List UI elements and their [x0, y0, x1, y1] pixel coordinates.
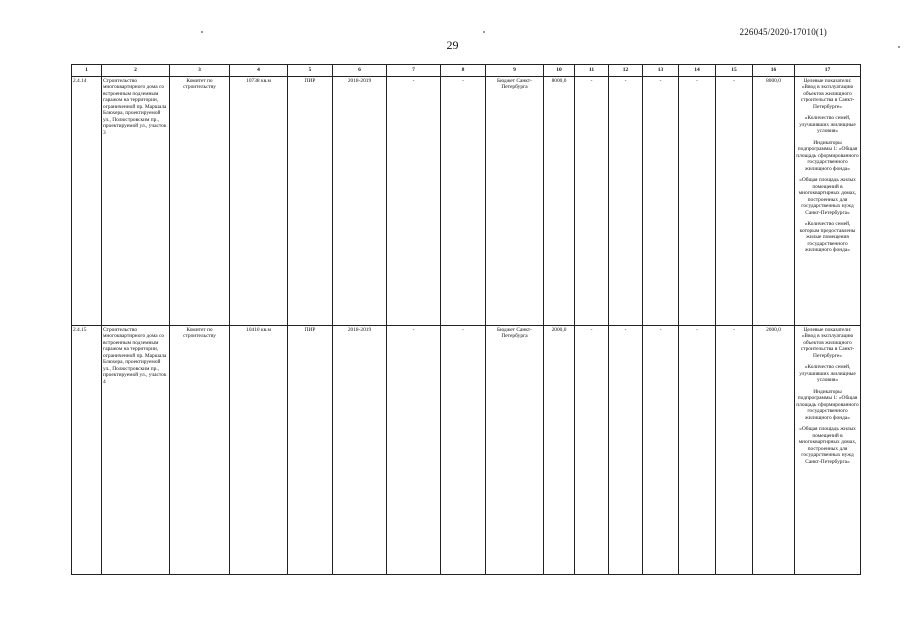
object-name: Строительство многоквартирного дома со встроенным подземным гаражом на территории, ограниченной пр. Маршала Блюхера, проектируемой ул., Полюстровским пр., проектируемой ул., участок 4 [102, 326, 170, 575]
column-header: 6 [333, 65, 387, 77]
cell-15: - [716, 77, 753, 326]
column-header: 14 [679, 65, 716, 77]
column-header: 10 [544, 65, 575, 77]
column-header: 9 [486, 65, 544, 77]
cell-15: - [716, 326, 753, 575]
item-number: 2.4.14 [72, 77, 102, 326]
column-header: 13 [643, 65, 679, 77]
capacity: 10410 кв.м [230, 326, 288, 575]
cell-7: - [387, 326, 441, 575]
indicator-text: «Общая площадь жилых помещений в многоквартирных домах, построенных для государственных нужд Санкт-Петербурга» [798, 177, 857, 216]
page-number: 29 [446, 38, 459, 52]
column-header: 16 [753, 65, 795, 77]
executor: Комитет по строительству [170, 77, 230, 326]
cell-12: - [609, 326, 643, 575]
cell-8: - [441, 326, 486, 575]
column-number-row [72, 65, 861, 77]
indicators-cell [795, 77, 861, 326]
cell-8: - [441, 77, 486, 326]
table-row [72, 326, 861, 575]
column-header: 17 [795, 65, 861, 77]
column-header: 15 [716, 65, 753, 77]
cell-14: - [679, 77, 716, 326]
indicator-text: Целевые показатели: «Ввод в эксплуатацию объектов жилищного строительства в Санкт-Петербурге» [800, 327, 855, 359]
indicator-text: Индикаторы подпрограммы 1: «Общая площадь сформированного государственного жилищного фонда» [796, 388, 859, 421]
stage: ПИР [288, 77, 333, 326]
cell-14: - [679, 326, 716, 575]
capacity: 10738 кв.м [230, 77, 288, 326]
scan-speck [201, 31, 203, 33]
indicators-cell [795, 326, 861, 575]
cell-13: - [643, 326, 679, 575]
amount-year: 2000,0 [753, 326, 795, 575]
cell-11: - [575, 77, 609, 326]
column-header: 3 [170, 65, 230, 77]
column-header: 7 [387, 65, 441, 77]
program-table [71, 64, 861, 575]
executor: Комитет по строительству [170, 326, 230, 575]
indicator-text: «Количество семей, улучшивших жилищные условия» [799, 115, 856, 135]
column-header: 2 [102, 65, 170, 77]
cell-12: - [609, 77, 643, 326]
indicator-text: «Количество семей, улучшивших жилищные условия» [799, 364, 856, 384]
period: 2018-2019 [333, 77, 387, 326]
indicator-text: Целевые показатели: «Ввод в эксплуатацию объектов жилищного строительства в Санкт-Петербурге» [800, 78, 855, 110]
stage: ПИР [288, 326, 333, 575]
amount-year: 8000,0 [753, 77, 795, 326]
scan-speck [483, 31, 485, 33]
column-header: 1 [72, 65, 102, 77]
cell-11: - [575, 326, 609, 575]
column-header: 11 [575, 65, 609, 77]
funding-source: Бюджет Санкт-Петербурга [486, 326, 544, 575]
cell-13: - [643, 77, 679, 326]
indicator-text: Индикаторы подпрограммы 1: «Общая площадь сформированного государственного жилищного фонда» [796, 139, 859, 172]
period: 2018-2019 [333, 326, 387, 575]
cell-7: - [387, 77, 441, 326]
funding-source: Бюджет Санкт-Петербурга [486, 77, 544, 326]
document-number: 226045/2020-17010(1) [739, 27, 827, 37]
indicator-text: «Количество семей, которым предоставлены жилые помещения государственного жилищного фонда» [799, 221, 856, 254]
table-row [72, 77, 861, 326]
column-header: 8 [441, 65, 486, 77]
amount-total: 2000,0 [544, 326, 575, 575]
column-header: 5 [288, 65, 333, 77]
indicator-text: «Общая площадь жилых помещений в многоквартирных домах, построенных для государственных нужд Санкт-Петербурга» [798, 426, 857, 465]
item-number: 2.4.15 [72, 326, 102, 575]
object-name: Строительство многоквартирного дома со встроенным подземным гаражом на территории, ограниченной пр. Маршала Блюхера, проектируемой ул., Полюстровским пр., проектируемой ул., участок 3 [102, 77, 170, 326]
amount-total: 8000,0 [544, 77, 575, 326]
scan-speck [898, 46, 900, 48]
column-header: 12 [609, 65, 643, 77]
column-header: 4 [230, 65, 288, 77]
